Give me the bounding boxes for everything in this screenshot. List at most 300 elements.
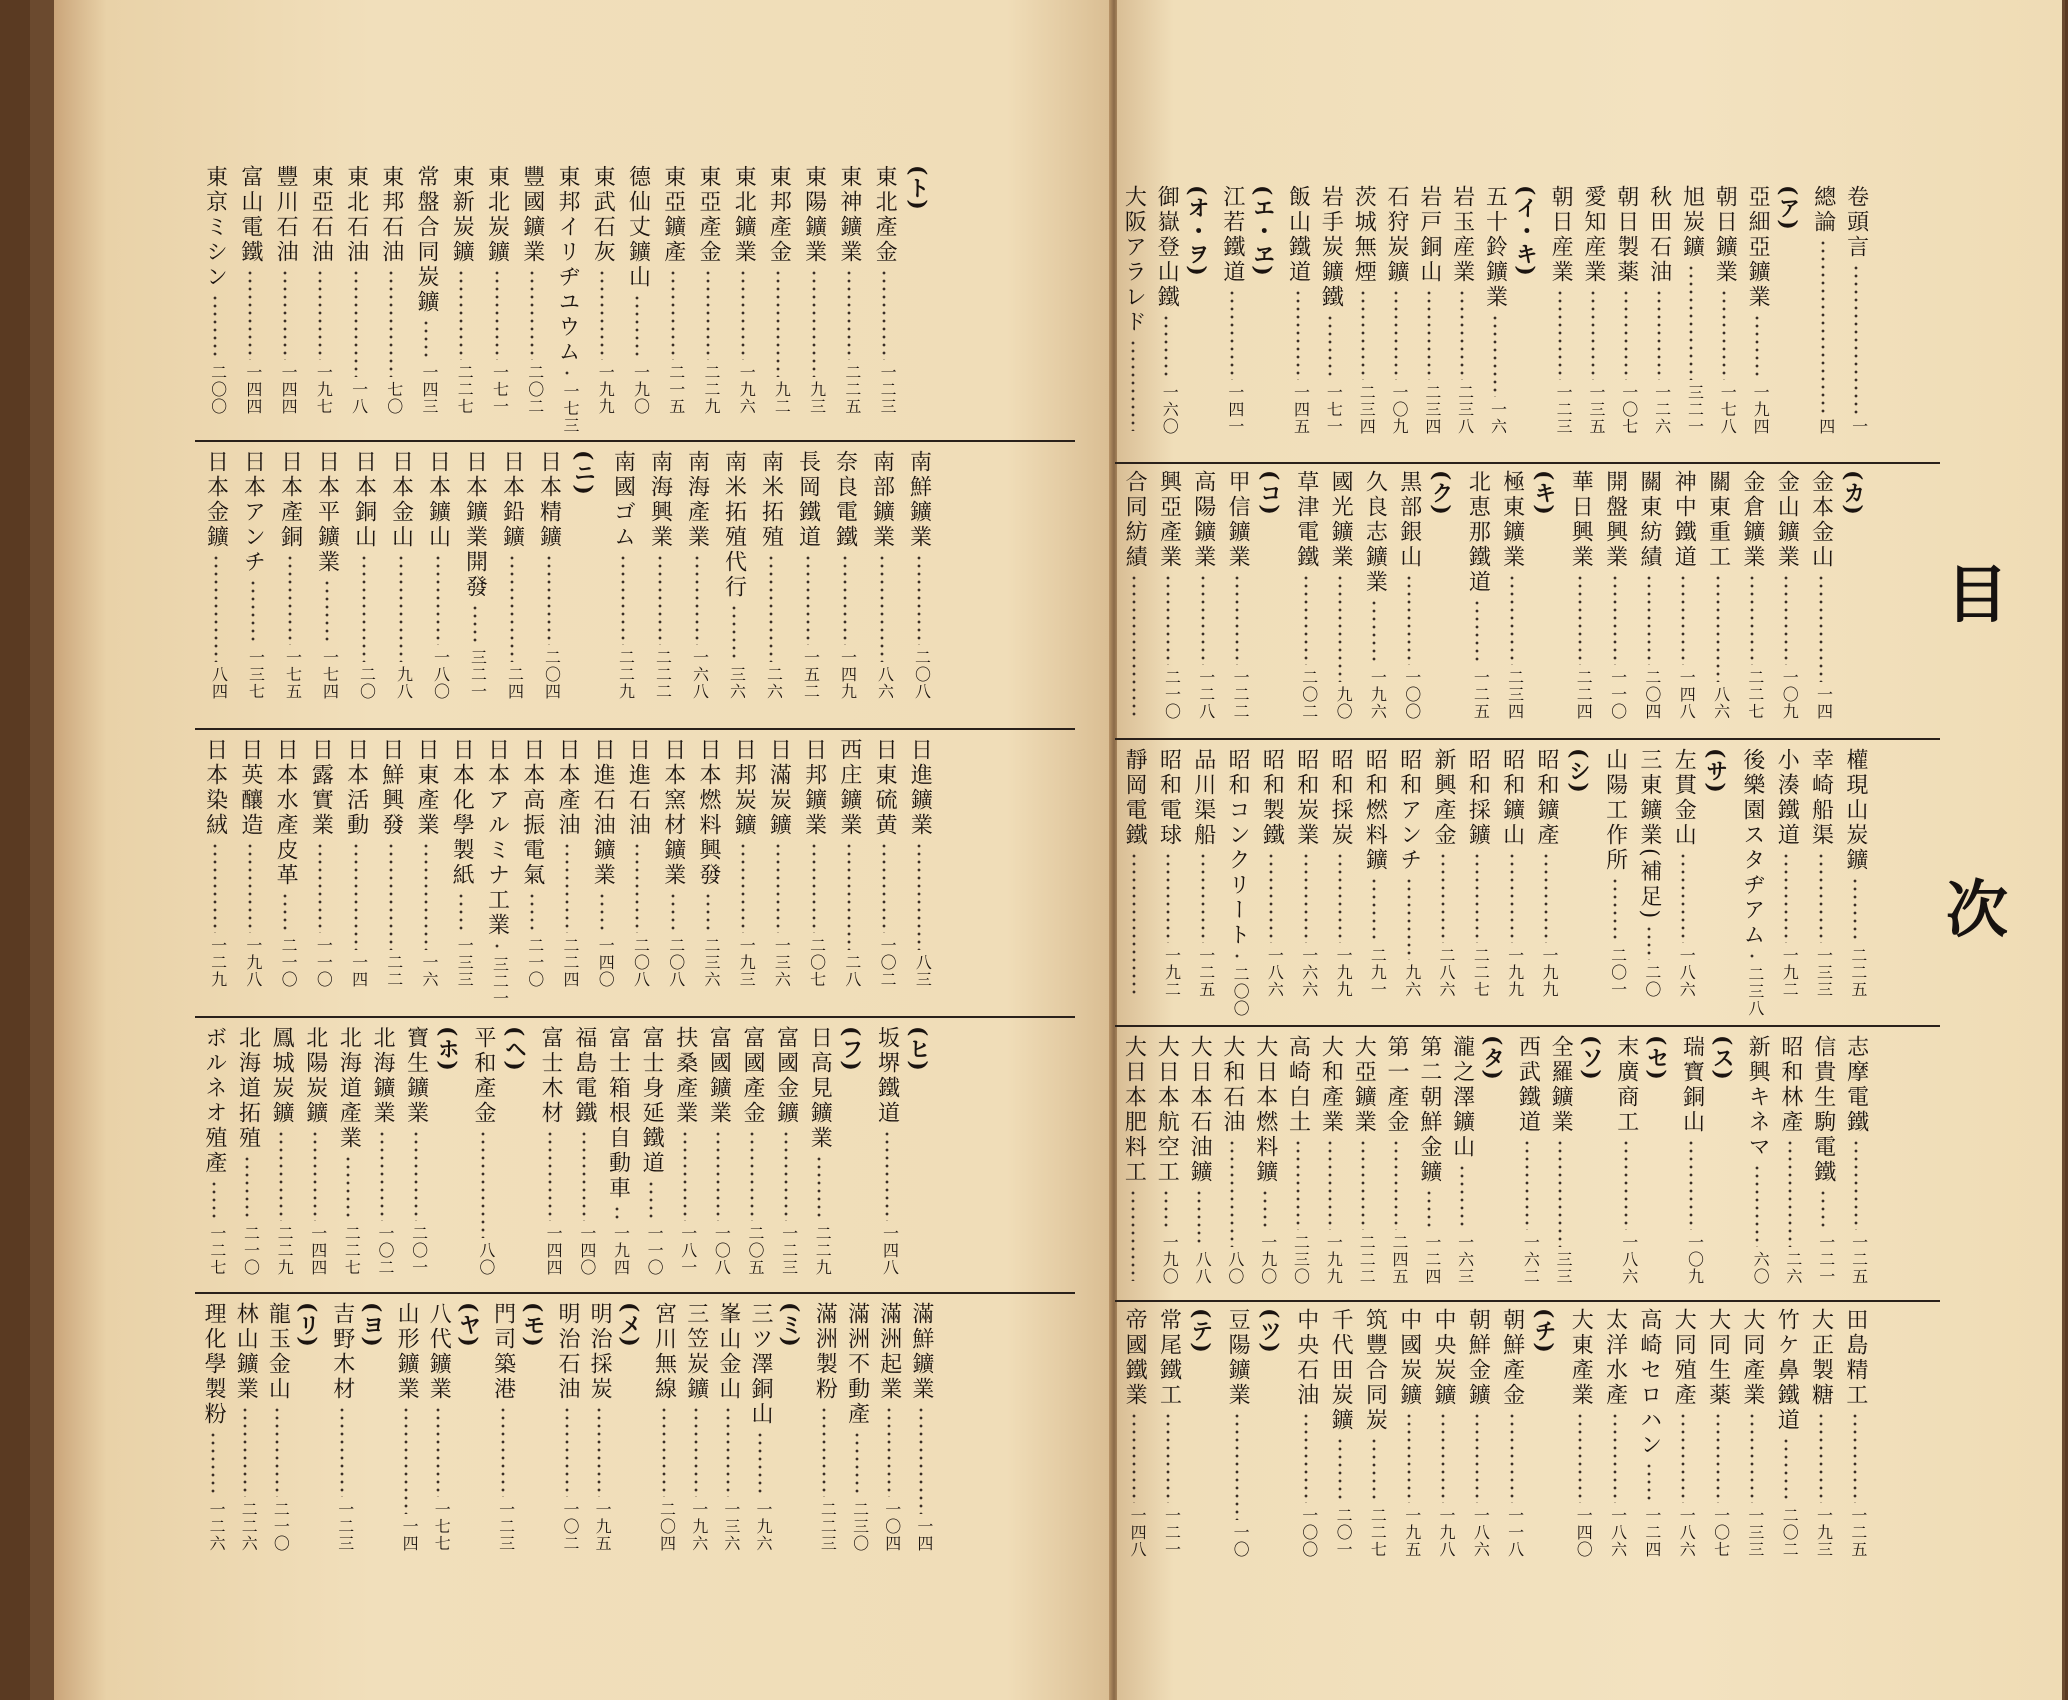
page-number: 三二一	[468, 649, 488, 700]
index-entry	[874, 1302, 900, 1552]
leader-dots	[556, 842, 578, 933]
company-name: 大日本石油鑛	[1187, 1035, 1213, 1185]
page-number: 二二二	[653, 649, 673, 700]
index-entry	[1668, 470, 1697, 720]
company-name: 日進石油鑛業	[590, 738, 616, 888]
page-number: 一四	[400, 1518, 420, 1552]
company-name: 朝鮮金鑛	[1465, 1308, 1491, 1408]
index-entry	[1222, 1308, 1251, 1558]
company-name: 大阪アラレド	[1121, 185, 1147, 335]
leader-dots	[405, 1130, 427, 1221]
leader-dots	[1385, 289, 1407, 380]
index-entry	[809, 1302, 838, 1552]
index-entry	[804, 1026, 833, 1276]
company-name: 日本水產皮革	[273, 738, 299, 888]
page-number: 一三三	[1745, 1507, 1765, 1558]
company-name: 大日本燃料鑛	[1252, 1035, 1278, 1185]
page-number: 一〇九	[1685, 1234, 1705, 1285]
company-name: 滿洲不動產	[844, 1302, 870, 1427]
company-name: 東神鑛業	[836, 165, 862, 265]
page-number: 二二九	[701, 364, 721, 415]
index-entry	[622, 165, 651, 415]
index-entry	[1771, 470, 1800, 720]
index-entry	[658, 165, 684, 415]
leader-dots	[1398, 1412, 1420, 1503]
index-entry	[719, 450, 745, 700]
index-entry	[1447, 185, 1473, 435]
leader-dots	[309, 269, 331, 360]
index-entry	[376, 165, 402, 415]
leader-dots	[239, 842, 261, 933]
leader-dots	[1549, 289, 1571, 380]
leader-dots	[1418, 289, 1440, 380]
leader-dots	[588, 1406, 610, 1497]
section-kana: (ト)	[904, 165, 931, 211]
page-number: 一四〇	[577, 1225, 597, 1276]
index-entry	[1222, 748, 1251, 1017]
page-number: 一八六	[1677, 947, 1697, 998]
page-number: 二四五	[1390, 1234, 1410, 1285]
leader-dots	[270, 1130, 292, 1221]
page-number: 一八六	[1619, 1234, 1639, 1285]
page-number: 八八	[1193, 1251, 1213, 1285]
company-name: 南海興業	[647, 450, 673, 550]
company-name: 昭和鑛山	[1499, 748, 1525, 848]
leader-dots	[908, 842, 930, 950]
page-number: 二〇八	[631, 937, 651, 988]
leader-dots	[1707, 1412, 1729, 1503]
company-name: 富國金鑛	[773, 1026, 799, 1126]
leader-dots	[556, 369, 578, 379]
page-number: 二二二	[1357, 1234, 1377, 1285]
page-number: 一八〇	[431, 649, 451, 700]
page-number: 一二四	[1422, 1234, 1442, 1285]
leader-dots	[1775, 1437, 1797, 1503]
page-number: 八〇	[1225, 1251, 1245, 1285]
leader-dots	[427, 1406, 449, 1497]
page-number: 二〇二	[1299, 669, 1319, 720]
section-header	[1531, 470, 1557, 720]
page-number: 一四	[349, 954, 369, 988]
company-name: 東武石灰	[590, 165, 616, 265]
index-entry	[1118, 185, 1147, 435]
section-header	[1256, 1308, 1282, 1558]
company-name: 日本鉛鑛	[499, 450, 525, 550]
company-name: 神中鐵道	[1671, 470, 1697, 570]
leader-dots	[732, 842, 754, 933]
page-number: 一八六	[1471, 1507, 1491, 1558]
index-entry	[305, 165, 334, 415]
index-entry	[1151, 185, 1180, 435]
leader-dots	[204, 294, 226, 360]
company-name: 門司築港	[490, 1302, 516, 1402]
index-entry	[1600, 748, 1626, 998]
leader-dots	[1226, 952, 1248, 962]
company-name: 昭和製鐵	[1259, 748, 1285, 848]
page-number: 一一〇	[645, 1225, 665, 1276]
page-number: 一九二	[1780, 947, 1800, 998]
company-name: 信貴生駒電鐵	[1810, 1035, 1836, 1185]
section-kana: (ソ)	[1577, 1035, 1604, 1081]
leader-dots	[204, 842, 226, 933]
company-name: 日本銅山	[351, 450, 377, 550]
index-entry	[1250, 1035, 1276, 1285]
index-entry	[569, 1026, 595, 1276]
index-entry	[763, 738, 792, 988]
company-name: 昭和林產	[1777, 1035, 1803, 1135]
leader-dots	[353, 554, 375, 662]
company-name: 瑞寶銅山	[1679, 1035, 1705, 1135]
company-name: 合同紡績	[1122, 470, 1148, 570]
page-number: 一六六	[1299, 947, 1319, 998]
section-kana: (モ)	[519, 1302, 546, 1348]
company-name: 德仙丈鑛山	[625, 165, 651, 290]
company-name: 茨城無煙	[1351, 185, 1377, 285]
page-number: 一九七	[314, 364, 334, 415]
index-entry	[1480, 185, 1506, 435]
leader-dots	[649, 554, 671, 645]
company-name: 昭和アンチ	[1396, 748, 1422, 873]
leader-dots	[1155, 1189, 1177, 1230]
leader-dots	[486, 269, 508, 360]
company-name: 朝日産業	[1548, 185, 1574, 285]
company-name: 千代田炭鑛	[1328, 1308, 1354, 1433]
leader-dots	[686, 554, 708, 645]
company-name: 南海產業	[684, 450, 710, 550]
leader-dots	[640, 1180, 662, 1221]
index-entry	[312, 450, 338, 700]
index-entry	[608, 450, 634, 700]
index-entry	[1634, 1308, 1660, 1558]
page-number: 一二四	[1642, 1507, 1662, 1558]
company-name: 帝國鐵業	[1122, 1308, 1148, 1408]
index-entry	[793, 450, 819, 700]
company-name: 太洋水產	[1602, 1308, 1628, 1408]
leader-dots	[239, 269, 261, 360]
leader-dots	[1466, 599, 1488, 665]
leader-dots	[873, 842, 895, 933]
leader-dots	[591, 892, 613, 933]
page-number: 一八一	[678, 1225, 698, 1276]
leader-dots	[1123, 852, 1145, 994]
company-name: 日本染絨	[202, 738, 228, 838]
index-entry	[201, 450, 227, 700]
index-entry	[1676, 185, 1705, 435]
company-name: 南部鑛業	[869, 450, 895, 550]
page-number: 二二四	[1574, 669, 1594, 720]
leader-dots	[1707, 574, 1729, 682]
index-entry	[1600, 470, 1626, 720]
page-number: 二二	[384, 954, 404, 988]
leader-dots	[662, 269, 684, 360]
page-number: 八六	[875, 666, 895, 700]
index-entry	[517, 165, 543, 415]
section-header	[1840, 470, 1866, 720]
leader-dots	[1352, 289, 1374, 380]
company-name: 日鮮興發	[378, 738, 404, 838]
index-entry	[728, 165, 757, 415]
company-name: 愛知産業	[1580, 185, 1606, 285]
leader-dots	[1451, 1164, 1473, 1230]
page-number: 七〇	[384, 381, 404, 415]
page-number: 一七八	[1718, 384, 1738, 435]
section-header	[1428, 470, 1454, 720]
leader-dots	[717, 1406, 739, 1497]
leader-dots	[808, 1155, 830, 1221]
page-number: 一二五	[1848, 1507, 1868, 1558]
left-band-rule-4	[195, 1292, 1075, 1294]
page-number: 一四四	[544, 1225, 564, 1276]
page-number: 一四四	[243, 364, 263, 415]
company-name: 北海道產業	[336, 1026, 362, 1151]
leader-dots	[1192, 852, 1214, 943]
company-name: 日本鑛山	[425, 450, 451, 550]
company-name: 日東硫黄	[872, 738, 898, 838]
leader-dots	[1329, 852, 1351, 943]
index-entry	[411, 165, 440, 415]
company-name: 卷頭言	[1843, 185, 1869, 260]
leader-dots	[538, 554, 560, 645]
company-name: 滿洲製粉	[812, 1302, 838, 1402]
index-entry	[763, 165, 792, 415]
index-entry	[1611, 185, 1637, 435]
index-entry	[1359, 748, 1388, 998]
index-entry	[799, 165, 825, 415]
page-number: 一四四	[308, 1225, 328, 1276]
page-number: 一二一	[1816, 1234, 1836, 1285]
company-name: 關東重工	[1705, 470, 1731, 570]
company-name: 金山鑛業	[1774, 470, 1800, 570]
page-number: 二六	[1783, 1251, 1803, 1285]
leader-dots	[380, 269, 402, 377]
section-kana: (エ・ヱ)	[1249, 185, 1276, 277]
leader-dots	[236, 1155, 258, 1221]
index-entry	[1325, 748, 1354, 998]
leader-dots	[1188, 1189, 1210, 1247]
company-name: 左貫金山	[1671, 748, 1697, 848]
leader-dots	[1680, 1139, 1702, 1230]
index-entry	[386, 450, 412, 700]
leader-dots	[1604, 1412, 1626, 1503]
index-entry	[300, 1026, 326, 1276]
company-name: 東新炭鑛	[449, 165, 475, 265]
leader-dots	[390, 554, 412, 662]
index-entry	[1634, 470, 1660, 720]
leader-dots	[450, 269, 472, 360]
index-entry	[1611, 1035, 1637, 1285]
section-header	[502, 1026, 528, 1276]
section-kana: (メ)	[616, 1302, 643, 1348]
leader-dots	[1775, 574, 1797, 665]
leader-dots	[1295, 574, 1317, 665]
index-entry	[1840, 748, 1866, 998]
page-number: 一九九	[596, 364, 616, 415]
index-entry	[1256, 748, 1285, 998]
company-name: 第二朝鮮金鑛	[1416, 1035, 1442, 1185]
section-header	[1512, 185, 1538, 435]
page-number: 一九四	[1751, 384, 1771, 435]
leader-dots	[1319, 1139, 1341, 1230]
section-header	[1256, 470, 1282, 720]
company-name: 久良志鑛業	[1362, 470, 1388, 595]
index-entry	[1447, 1035, 1473, 1285]
company-name: 昭和電球	[1156, 748, 1182, 848]
company-name: 五十鈴鑛業	[1482, 185, 1508, 310]
company-name: 豐川石油	[273, 165, 299, 265]
section-kana: (ヨ)	[358, 1302, 385, 1348]
leader-dots	[1812, 1189, 1834, 1230]
page-number: 一四	[914, 1518, 934, 1552]
page-number: 二一五	[666, 364, 686, 415]
company-name: 國光鑛業	[1328, 470, 1354, 570]
company-name: 富國產金	[740, 1026, 765, 1126]
page-number: 一四八	[1677, 669, 1697, 720]
leader-dots	[1226, 1412, 1248, 1520]
page-number: 二〇二	[525, 364, 545, 415]
index-entry	[693, 165, 719, 415]
index-entry	[199, 1026, 225, 1276]
page-number: 一四一	[1225, 384, 1245, 435]
page-number: 一二九	[208, 937, 228, 988]
company-name: 昭和採炭	[1328, 748, 1354, 848]
index-entry	[1806, 1308, 1832, 1558]
section-header	[295, 1302, 321, 1552]
index-entry	[262, 1302, 291, 1552]
company-name: 理化學製粉	[201, 1302, 227, 1427]
company-name: 山陽工作所	[1602, 748, 1628, 873]
section-kana: (タ)	[1479, 1035, 1506, 1081]
company-name: 日本金山	[388, 450, 414, 550]
leader-dots	[1746, 1164, 1768, 1247]
company-name: 江若鐵道	[1219, 185, 1245, 285]
leader-dots	[309, 842, 331, 933]
page-number: 二〇四	[657, 1501, 677, 1552]
company-name: 日露實業	[308, 738, 334, 838]
index-entry	[771, 1026, 797, 1276]
company-name: 朝日鑛業	[1712, 185, 1738, 285]
company-name: 金本金山	[1808, 470, 1834, 570]
section-kana: (ス)	[1709, 1035, 1736, 1081]
page-number: 一二三	[335, 1501, 355, 1552]
leader-dots	[1680, 264, 1702, 380]
leader-dots	[1812, 239, 1834, 414]
leader-dots	[234, 1406, 256, 1497]
page-number: 二四	[505, 666, 525, 700]
page-number: 一九九	[1324, 1234, 1344, 1285]
leader-dots	[492, 1406, 514, 1497]
page-number: 一九九	[1334, 947, 1354, 998]
page-number: 三二一	[490, 956, 510, 1007]
index-entry	[1394, 470, 1420, 720]
company-name: 日進石油	[625, 738, 651, 838]
leader-dots	[1329, 574, 1351, 682]
index-entry	[842, 1302, 868, 1552]
page-number: 八六	[1711, 686, 1731, 720]
index-entry	[587, 738, 616, 988]
index-entry	[1118, 1035, 1147, 1285]
index-entry	[1634, 748, 1660, 998]
company-name: 長岡鐵道	[795, 450, 821, 550]
page-number: 一〇九	[1780, 669, 1800, 720]
index-entry	[460, 450, 486, 700]
company-name: 昭和鑛產	[1533, 748, 1559, 848]
leader-dots	[910, 1406, 932, 1514]
index-entry	[1291, 1308, 1317, 1558]
company-name: 東邦イリヂユウム	[555, 165, 580, 365]
leader-dots	[838, 269, 860, 360]
index-entry	[1737, 470, 1763, 720]
index-entry	[235, 738, 261, 988]
index-entry	[869, 165, 898, 415]
leader-dots	[797, 554, 819, 645]
index-entry	[602, 1026, 631, 1276]
page-number: 六〇	[1751, 1251, 1771, 1285]
leader-dots	[266, 1406, 288, 1497]
company-name: 東亞石油	[308, 165, 334, 265]
leader-dots	[415, 842, 437, 950]
leader-dots	[1582, 289, 1604, 380]
leader-dots	[274, 892, 296, 933]
page-number: 二三八	[1745, 966, 1765, 1017]
company-name: 中央炭鑛	[1431, 1308, 1457, 1408]
leader-dots	[775, 1130, 797, 1221]
page-number: 二六	[764, 666, 784, 700]
page-number: 一九四	[611, 1225, 631, 1276]
page-number: 一一八	[1505, 1507, 1525, 1558]
index-entry	[682, 450, 708, 700]
index-entry	[867, 450, 893, 700]
company-name: 昭和燃料鑛	[1362, 748, 1388, 873]
index-entry	[1676, 1035, 1705, 1285]
company-name: 日本產銅	[277, 450, 303, 550]
leader-dots	[1569, 574, 1591, 665]
index-entry	[1188, 748, 1214, 998]
section-header	[1250, 185, 1276, 435]
company-name: 東北石油	[343, 165, 369, 265]
page-number: 二〇五	[746, 1225, 765, 1276]
index-entry	[1325, 470, 1354, 720]
page-number: 一二五	[1196, 947, 1216, 998]
page-number: 一七一	[1324, 384, 1344, 435]
page-number: 一六	[420, 954, 440, 988]
page-number: 二八	[842, 954, 862, 988]
leader-dots	[1329, 1437, 1351, 1503]
leader-dots	[1432, 852, 1454, 943]
leader-dots	[846, 1431, 868, 1497]
company-name: 全羅鑛業	[1548, 1035, 1574, 1135]
section-kana: (リ)	[294, 1302, 321, 1348]
company-name: 明治採炭	[587, 1302, 613, 1402]
index-entry	[1153, 1308, 1182, 1558]
company-name: 華日興業	[1568, 470, 1594, 570]
leader-dots	[1157, 1412, 1179, 1503]
index-entry	[834, 165, 860, 415]
index-entry	[1497, 470, 1523, 720]
index-entry	[1153, 470, 1182, 720]
company-name: 昭和コンクリート	[1225, 748, 1251, 948]
leader-dots	[1741, 952, 1763, 962]
leader-dots	[205, 554, 227, 662]
page-number: 一四	[1814, 686, 1834, 720]
page-number: 一四〇	[1574, 1507, 1594, 1558]
page-number: 一二三	[1554, 384, 1574, 435]
company-name: 日本燃料興發	[695, 738, 721, 888]
index-entry	[1222, 470, 1251, 720]
company-name: 日本高振電氣	[519, 738, 545, 888]
index-entry	[1184, 1035, 1213, 1285]
index-entry	[713, 1302, 739, 1552]
leader-dots	[1810, 852, 1832, 943]
